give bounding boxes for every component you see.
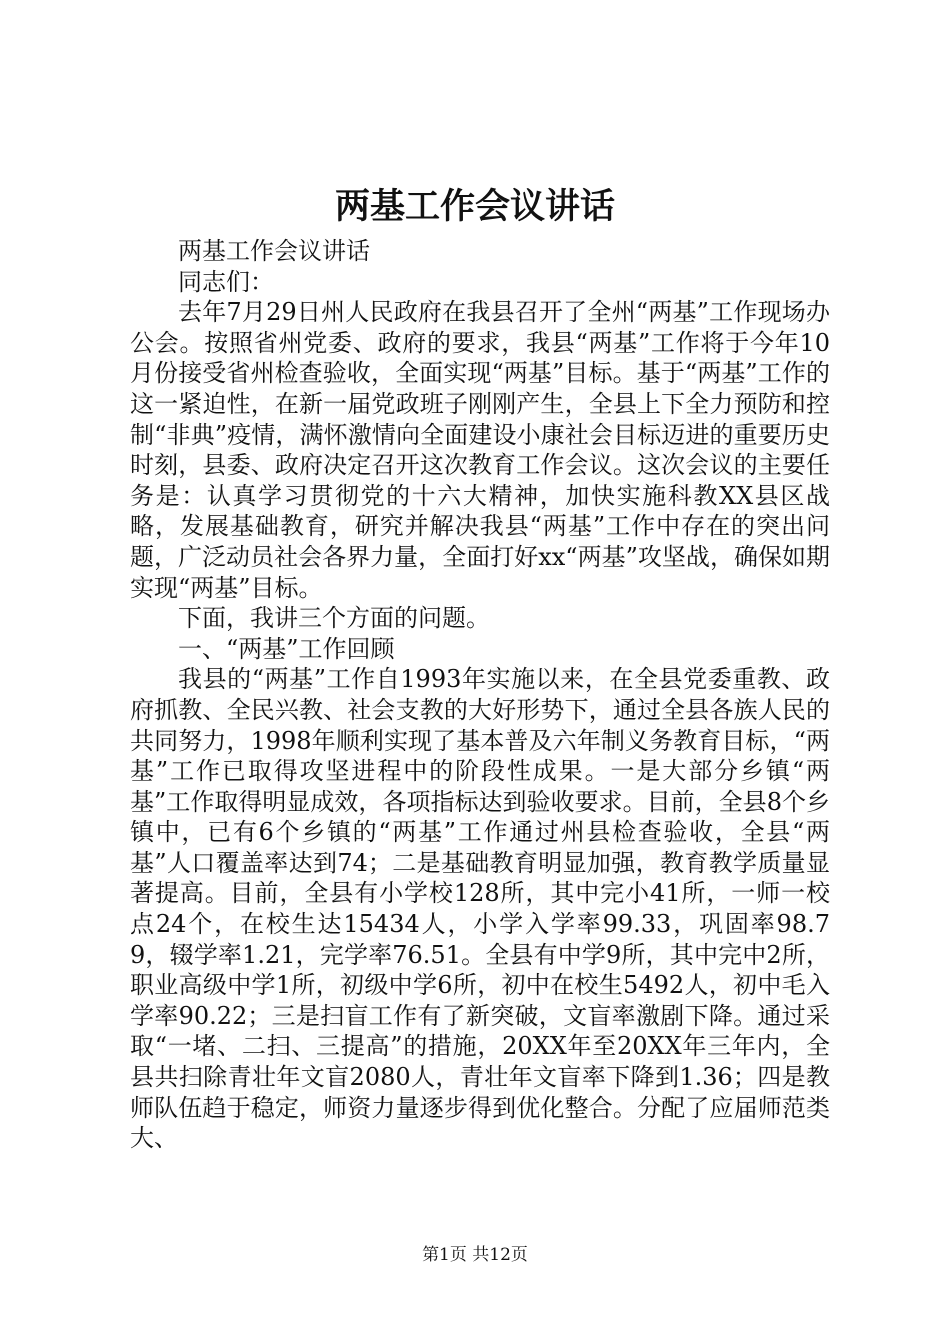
subtitle-paragraph: 两基工作会议讲话: [178, 237, 370, 265]
intro-paragraph: 去年7月29日州人民政府在我县召开了全州“两基”工作现场办公会。按照省州党委、政府的要求，我县“两基”工作将于今年10月份接受省州检查验收，全面实现“两基”目标。基于“两基”工作的这一紧迫性，在新一届党政班子刚刚产生，全县上下全力预防和控制“非典”疫情，满怀激情向全面建设小康社会目标迈进的重要历史时刻，县委、政府决定召开这次教育工作会议。这次会议的主要任务是：认真学习贯彻党的十六大精神，加快实施科教XX县区战略，发展基础教育，研究并解决我县“两基”工作中存在的突出问题，广泛动员社会各界力量，全面打好xx“两基”攻坚战，确保如期实现“两基”目标。: [130, 298, 830, 602]
salutation-paragraph: 同志们：: [178, 267, 274, 296]
review-paragraph: 我县的“两基”工作自1993年实施以来，在全县党委重教、政府抓教、全民兴教、社会支教的大好形势下，通过全县各族人民的共同努力，1998年顺利实现了基本普及六年制义务教育目标，“两基”工作已取得攻坚进程中的阶段性成果。一是大部分乡镇“两基”工作取得明显成效，各项指标达到验收要求。目前，全县8个乡镇中，已有6个乡镇的“两基”工作通过州县检查验收，全县“两基”人口覆盖率达到74；二是基础教育明显加强，教育教学质量显著提高。目前，全县有小学校128所，其中完小41所，一师一校点24个，在校生达15434人，小学入学率99.33，巩固率98.79，辍学率1.21，完学率76.51。全县有中学9所，其中完中2所，职业高级中学1所，初级中学6所，初中在校生5492人，初中毛入学率90.22；三是扫盲工作有了新突破，文盲率激剧下降。通过采取“一堵、二扫、三提高”的措施，20XX年至20XX年三年内，全县共扫除青壮年文盲2080人，青壮年文盲率下降到1.36；四是教师队伍趋于稳定，师资力量逐步得到优化整合。分配了应届师范类大、: [130, 665, 830, 1153]
document-body: [130, 236, 830, 1154]
section-heading: 一、“两基”工作回顾: [178, 634, 395, 663]
page-footer: 第1页 共12页: [422, 1245, 528, 1265]
outline-paragraph: 下面，我讲三个方面的问题。: [178, 604, 490, 633]
document-title: 两基工作会议讲话: [334, 186, 615, 227]
